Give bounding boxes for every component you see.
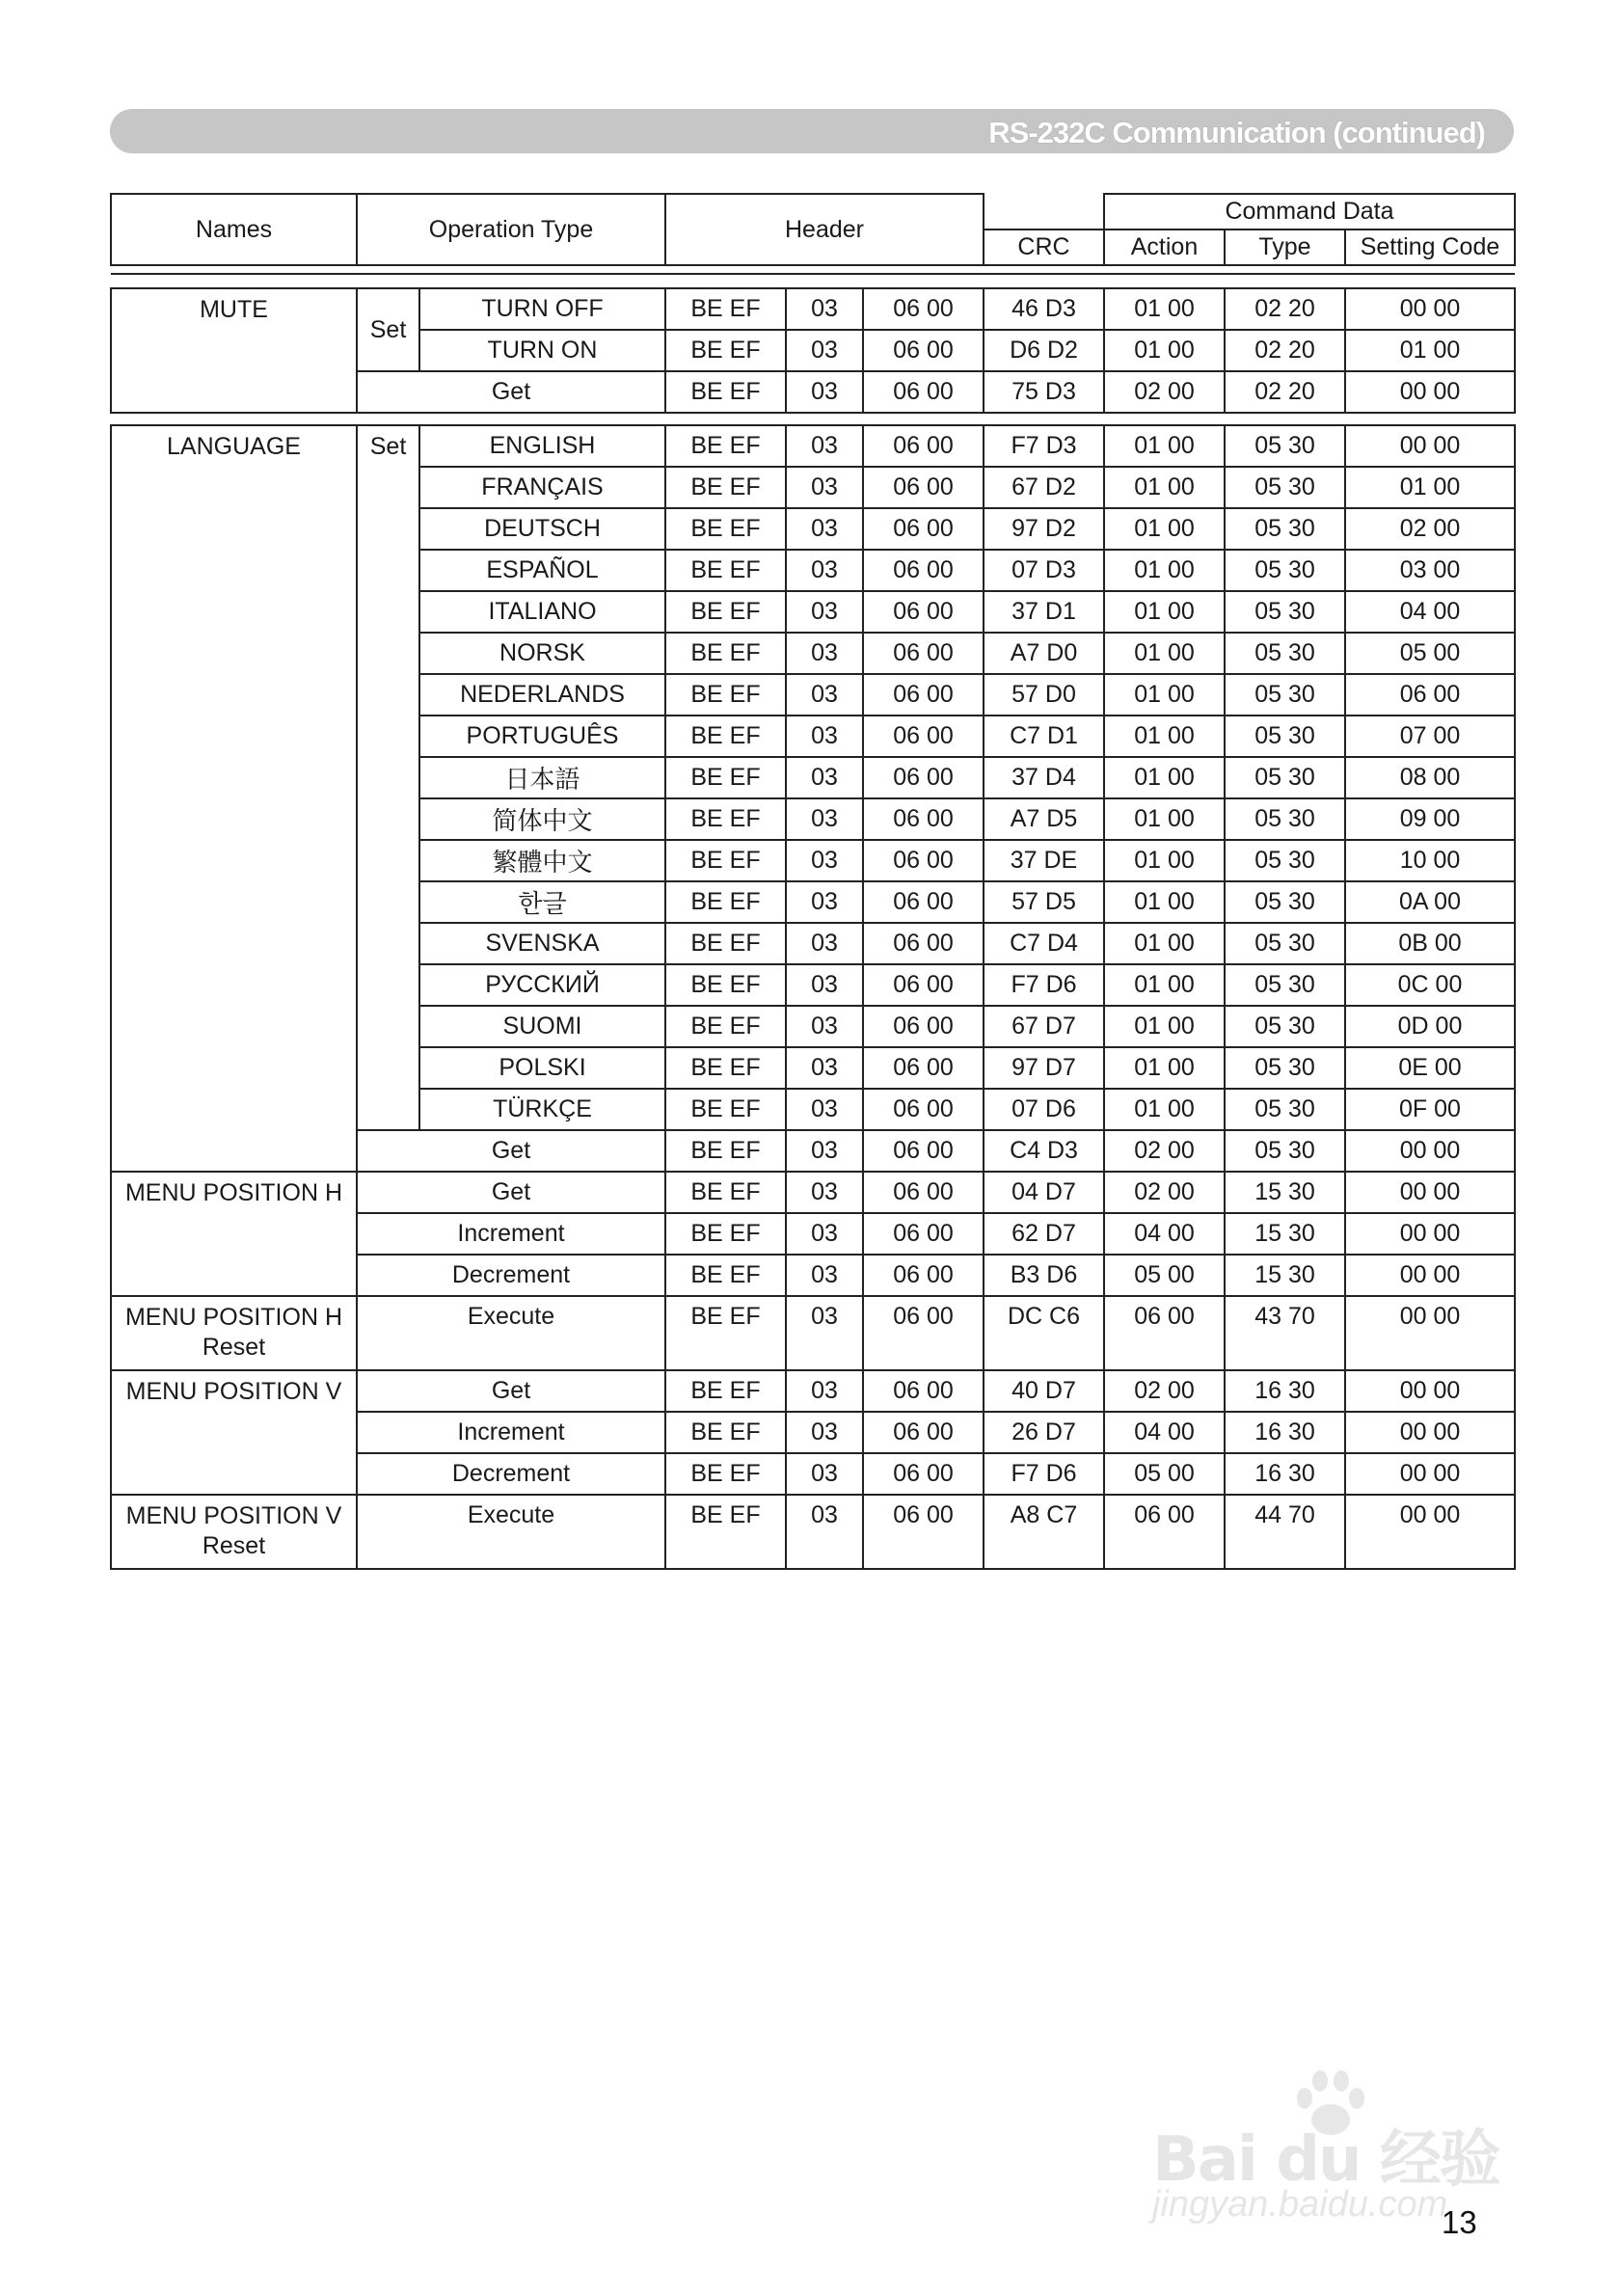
- type-cell: 15 30: [1225, 1213, 1345, 1255]
- operation-cell: SVENSKA: [419, 923, 665, 964]
- header-cell: 06 00: [863, 633, 984, 674]
- header-cell: 06 00: [863, 330, 984, 371]
- baidu-watermark: [1152, 2054, 1538, 2247]
- type-cell: 02 20: [1225, 330, 1345, 371]
- header-cell: BE EF: [665, 1495, 786, 1569]
- header-cell: 06 00: [863, 371, 984, 413]
- page-number: 13: [1442, 2204, 1477, 2240]
- header-cell: 03: [786, 1130, 863, 1172]
- set-label: Set: [357, 425, 419, 1130]
- header-cell: BE EF: [665, 881, 786, 923]
- type-cell: 05 30: [1225, 1006, 1345, 1047]
- header-cell: 06 00: [863, 1089, 984, 1130]
- action-cell: 01 00: [1104, 467, 1225, 508]
- header-cell: 03: [786, 1412, 863, 1453]
- header-cell: 03: [786, 757, 863, 798]
- header-cell: 03: [786, 633, 863, 674]
- row-name-line: Reset: [202, 1532, 266, 1559]
- header-cell: BE EF: [665, 371, 786, 413]
- setting-code-cell: 05 00: [1345, 633, 1515, 674]
- col-crc: CRC: [984, 230, 1104, 265]
- operation-cell: PORTUGUÊS: [419, 716, 665, 757]
- type-cell: 43 70: [1225, 1296, 1345, 1370]
- action-cell: 02 00: [1104, 371, 1225, 413]
- crc-cell: A8 C7: [984, 1495, 1104, 1569]
- operation-cell: DEUTSCH: [419, 508, 665, 550]
- crc-cell: 07 D3: [984, 550, 1104, 591]
- crc-cell: C7 D4: [984, 923, 1104, 964]
- table-row: [111, 1296, 1515, 1370]
- action-cell: 01 00: [1104, 330, 1225, 371]
- row-name: MENU POSITION H: [111, 1172, 357, 1296]
- mute-table: [110, 287, 1516, 414]
- crc-cell: 04 D7: [984, 1172, 1104, 1213]
- row-name: MENU POSITION V: [111, 1370, 357, 1495]
- header-cell: 06 00: [863, 1255, 984, 1296]
- operation-cell: Get: [357, 1130, 665, 1172]
- action-cell: 02 00: [1104, 1370, 1225, 1412]
- header-cell: 03: [786, 288, 863, 330]
- watermark-url: jingyan.baidu.com: [1152, 2184, 1448, 2225]
- operation-cell: 繁體中文: [419, 840, 665, 881]
- header-cell: 06 00: [863, 1370, 984, 1412]
- header-cell: BE EF: [665, 1370, 786, 1412]
- operation-cell: SUOMI: [419, 1006, 665, 1047]
- crc-cell: F7 D3: [984, 425, 1104, 467]
- header-cell: 03: [786, 591, 863, 633]
- header-cell: 03: [786, 1370, 863, 1412]
- crc-cell: B3 D6: [984, 1255, 1104, 1296]
- type-cell: 16 30: [1225, 1412, 1345, 1453]
- action-cell: 01 00: [1104, 716, 1225, 757]
- header-cell: 06 00: [863, 674, 984, 716]
- setting-code-cell: 00 00: [1345, 1130, 1515, 1172]
- header-cell: 06 00: [863, 425, 984, 467]
- setting-code-cell: 10 00: [1345, 840, 1515, 881]
- operation-cell: Increment: [357, 1213, 665, 1255]
- crc-cell: 62 D7: [984, 1213, 1104, 1255]
- action-cell: 01 00: [1104, 840, 1225, 881]
- crc-cell: 97 D7: [984, 1047, 1104, 1089]
- col-command-data: Command Data: [1104, 194, 1515, 230]
- crc-cell: 37 DE: [984, 840, 1104, 881]
- header-cell: 06 00: [863, 1495, 984, 1569]
- header-cell: BE EF: [665, 1255, 786, 1296]
- crc-cell: 57 D5: [984, 881, 1104, 923]
- type-cell: 05 30: [1225, 716, 1345, 757]
- operation-cell: Get: [357, 1370, 665, 1412]
- header-cell: 06 00: [863, 757, 984, 798]
- header-cell: BE EF: [665, 840, 786, 881]
- crc-cell: 67 D2: [984, 467, 1104, 508]
- operation-cell: 日本語: [419, 757, 665, 798]
- crc-cell: F7 D6: [984, 964, 1104, 1006]
- header-cell: 03: [786, 1089, 863, 1130]
- header-cell: 06 00: [863, 591, 984, 633]
- action-cell: 02 00: [1104, 1130, 1225, 1172]
- setting-code-cell: 00 00: [1345, 1453, 1515, 1495]
- header-cell: BE EF: [665, 1412, 786, 1453]
- action-cell: 01 00: [1104, 964, 1225, 1006]
- setting-code-cell: 01 00: [1345, 330, 1515, 371]
- operation-cell: Decrement: [357, 1255, 665, 1296]
- header-cell: 03: [786, 881, 863, 923]
- watermark-brand: Bai du 经验: [1152, 2124, 1499, 2196]
- header-cell: BE EF: [665, 674, 786, 716]
- action-cell: 02 00: [1104, 1172, 1225, 1213]
- setting-code-cell: 00 00: [1345, 371, 1515, 413]
- header-cell: BE EF: [665, 757, 786, 798]
- action-cell: 06 00: [1104, 1296, 1225, 1370]
- crc-cell: 57 D0: [984, 674, 1104, 716]
- header-cell: 06 00: [863, 288, 984, 330]
- setting-code-cell: 00 00: [1345, 1296, 1515, 1370]
- action-cell: 05 00: [1104, 1255, 1225, 1296]
- type-cell: 02 20: [1225, 371, 1345, 413]
- type-cell: 05 30: [1225, 467, 1345, 508]
- action-cell: 01 00: [1104, 425, 1225, 467]
- header-cell: 03: [786, 371, 863, 413]
- action-cell: 01 00: [1104, 923, 1225, 964]
- action-cell: 01 00: [1104, 1006, 1225, 1047]
- type-cell: 05 30: [1225, 964, 1345, 1006]
- setting-code-cell: 08 00: [1345, 757, 1515, 798]
- action-cell: 01 00: [1104, 288, 1225, 330]
- header-cell: 03: [786, 467, 863, 508]
- header-cell: BE EF: [665, 633, 786, 674]
- setting-code-cell: 0B 00: [1345, 923, 1515, 964]
- header-cell: BE EF: [665, 591, 786, 633]
- header-cell: BE EF: [665, 425, 786, 467]
- table-row: [111, 425, 1515, 467]
- header-cell: 06 00: [863, 798, 984, 840]
- language-menu-table: [110, 424, 1516, 1570]
- row-name-line: Reset: [202, 1334, 266, 1361]
- crc-cell: 46 D3: [984, 288, 1104, 330]
- header-cell: 06 00: [863, 1412, 984, 1453]
- operation-cell: ITALIANO: [419, 591, 665, 633]
- setting-code-cell: 00 00: [1345, 288, 1515, 330]
- header-cell: 03: [786, 798, 863, 840]
- header-cell: BE EF: [665, 550, 786, 591]
- header-cell: 03: [786, 1255, 863, 1296]
- operation-cell: TURN ON: [419, 330, 665, 371]
- action-cell: 01 00: [1104, 1089, 1225, 1130]
- operation-cell: Get: [357, 1172, 665, 1213]
- col-type: Type: [1225, 230, 1345, 265]
- header-cell: BE EF: [665, 1130, 786, 1172]
- operation-cell: TÜRKÇE: [419, 1089, 665, 1130]
- header-cell: 06 00: [863, 716, 984, 757]
- operation-cell: Get: [357, 371, 665, 413]
- type-cell: 05 30: [1225, 798, 1345, 840]
- type-cell: 05 30: [1225, 923, 1345, 964]
- operation-cell: 简体中文: [419, 798, 665, 840]
- crc-cell: A7 D0: [984, 633, 1104, 674]
- operation-cell: NORSK: [419, 633, 665, 674]
- table-row: [111, 288, 1515, 330]
- type-cell: 15 30: [1225, 1255, 1345, 1296]
- type-cell: 02 20: [1225, 288, 1345, 330]
- setting-code-cell: 03 00: [1345, 550, 1515, 591]
- header-cell: 06 00: [863, 1213, 984, 1255]
- operation-cell: Decrement: [357, 1453, 665, 1495]
- operation-cell: NEDERLANDS: [419, 674, 665, 716]
- section-title: RS-232C Communication (continued): [988, 116, 1485, 149]
- header-cell: 06 00: [863, 840, 984, 881]
- crc-cell: 40 D7: [984, 1370, 1104, 1412]
- type-cell: 05 30: [1225, 425, 1345, 467]
- crc-cell: 26 D7: [984, 1412, 1104, 1453]
- action-cell: 01 00: [1104, 633, 1225, 674]
- operation-cell: РУССКИЙ: [419, 964, 665, 1006]
- operation-cell: TURN OFF: [419, 288, 665, 330]
- crc-cell: 75 D3: [984, 371, 1104, 413]
- header-cell: 03: [786, 923, 863, 964]
- table-row: [111, 1172, 1515, 1213]
- crc-cell: A7 D5: [984, 798, 1104, 840]
- setting-code-cell: 00 00: [1345, 1255, 1515, 1296]
- operation-cell: ENGLISH: [419, 425, 665, 467]
- crc-cell: DC C6: [984, 1296, 1104, 1370]
- col-names: Names: [111, 194, 357, 265]
- set-label: Set: [357, 288, 419, 371]
- header-cell: 03: [786, 840, 863, 881]
- col-action: Action: [1104, 230, 1225, 265]
- setting-code-cell: 00 00: [1345, 1370, 1515, 1412]
- setting-code-cell: 0F 00: [1345, 1089, 1515, 1130]
- col-operation-type: Operation Type: [357, 194, 665, 265]
- type-cell: 05 30: [1225, 1089, 1345, 1130]
- setting-code-cell: 00 00: [1345, 1172, 1515, 1213]
- header-cell: 06 00: [863, 1296, 984, 1370]
- header-cell: 03: [786, 674, 863, 716]
- type-cell: 05 30: [1225, 591, 1345, 633]
- header-cell: 03: [786, 1495, 863, 1569]
- setting-code-cell: 06 00: [1345, 674, 1515, 716]
- type-cell: 16 30: [1225, 1453, 1345, 1495]
- setting-code-cell: 00 00: [1345, 1495, 1515, 1569]
- type-cell: 05 30: [1225, 674, 1345, 716]
- crc-cell: F7 D6: [984, 1453, 1104, 1495]
- header-cell: BE EF: [665, 1047, 786, 1089]
- header-cell: 06 00: [863, 923, 984, 964]
- table-row: [111, 1495, 1515, 1569]
- header-cell: 06 00: [863, 1130, 984, 1172]
- row-name: [111, 1495, 357, 1569]
- header-cell: BE EF: [665, 467, 786, 508]
- action-cell: 01 00: [1104, 674, 1225, 716]
- crc-cell: 07 D6: [984, 1089, 1104, 1130]
- action-cell: 01 00: [1104, 508, 1225, 550]
- header-cell: 06 00: [863, 550, 984, 591]
- header-cell: 06 00: [863, 508, 984, 550]
- type-cell: 05 30: [1225, 508, 1345, 550]
- crc-cell: 97 D2: [984, 508, 1104, 550]
- header-cell: BE EF: [665, 798, 786, 840]
- type-cell: 05 30: [1225, 757, 1345, 798]
- header-cell: 03: [786, 1047, 863, 1089]
- type-cell: 16 30: [1225, 1370, 1345, 1412]
- header-cell: 06 00: [863, 1453, 984, 1495]
- header-cell: 03: [786, 1172, 863, 1213]
- operation-cell: POLSKI: [419, 1047, 665, 1089]
- col-setting-code: Setting Code: [1345, 230, 1515, 265]
- header-cell: BE EF: [665, 1453, 786, 1495]
- crc-cell: 37 D4: [984, 757, 1104, 798]
- setting-code-cell: 02 00: [1345, 508, 1515, 550]
- section-title-bar: [110, 109, 1514, 153]
- setting-code-cell: 0A 00: [1345, 881, 1515, 923]
- col-header: Header: [665, 194, 984, 265]
- action-cell: 05 00: [1104, 1453, 1225, 1495]
- type-cell: 05 30: [1225, 881, 1345, 923]
- operation-cell: ESPAÑOL: [419, 550, 665, 591]
- type-cell: 05 30: [1225, 840, 1345, 881]
- action-cell: 01 00: [1104, 550, 1225, 591]
- table-row: [111, 1370, 1515, 1412]
- action-cell: 01 00: [1104, 798, 1225, 840]
- setting-code-cell: 01 00: [1345, 467, 1515, 508]
- header-cell: 03: [786, 1453, 863, 1495]
- setting-code-cell: 0E 00: [1345, 1047, 1515, 1089]
- row-name-line: MENU POSITION H: [124, 1304, 342, 1331]
- header-cell: BE EF: [665, 1089, 786, 1130]
- type-cell: 44 70: [1225, 1495, 1345, 1569]
- header-cell: 03: [786, 330, 863, 371]
- type-cell: 05 30: [1225, 550, 1345, 591]
- setting-code-cell: 0C 00: [1345, 964, 1515, 1006]
- operation-cell: 한글: [419, 881, 665, 923]
- header-cell: BE EF: [665, 1172, 786, 1213]
- header-cell: 03: [786, 1006, 863, 1047]
- header-cell: 06 00: [863, 964, 984, 1006]
- setting-code-cell: 09 00: [1345, 798, 1515, 840]
- header-cell: 06 00: [863, 467, 984, 508]
- setting-code-cell: 04 00: [1345, 591, 1515, 633]
- header-cell: BE EF: [665, 1213, 786, 1255]
- setting-code-cell: 00 00: [1345, 1213, 1515, 1255]
- operation-cell: Increment: [357, 1412, 665, 1453]
- header-cell: BE EF: [665, 1006, 786, 1047]
- header-cell: 03: [786, 964, 863, 1006]
- crc-cell: 67 D7: [984, 1006, 1104, 1047]
- crc-cell: D6 D2: [984, 330, 1104, 371]
- header-cell: BE EF: [665, 964, 786, 1006]
- type-cell: 05 30: [1225, 1130, 1345, 1172]
- operation-cell: FRANÇAIS: [419, 467, 665, 508]
- action-cell: 04 00: [1104, 1213, 1225, 1255]
- crc-cell: 37 D1: [984, 591, 1104, 633]
- operation-cell: Execute: [357, 1495, 665, 1569]
- action-cell: 04 00: [1104, 1412, 1225, 1453]
- crc-cell: C4 D3: [984, 1130, 1104, 1172]
- header-cell: 06 00: [863, 1006, 984, 1047]
- header-cell: 06 00: [863, 1172, 984, 1213]
- row-name-line: MENU POSITION V: [125, 1502, 342, 1529]
- action-cell: 01 00: [1104, 1047, 1225, 1089]
- type-cell: 05 30: [1225, 1047, 1345, 1089]
- type-cell: 15 30: [1225, 1172, 1345, 1213]
- setting-code-cell: 00 00: [1345, 425, 1515, 467]
- header-cell: 06 00: [863, 1047, 984, 1089]
- header-cell: 03: [786, 1213, 863, 1255]
- setting-code-cell: 07 00: [1345, 716, 1515, 757]
- action-cell: 01 00: [1104, 591, 1225, 633]
- row-name: MUTE: [111, 288, 357, 413]
- header-cell: 03: [786, 425, 863, 467]
- type-cell: 05 30: [1225, 633, 1345, 674]
- setting-code-cell: 00 00: [1345, 1412, 1515, 1453]
- header-cell: BE EF: [665, 508, 786, 550]
- header-cell: 03: [786, 716, 863, 757]
- header-cell: BE EF: [665, 923, 786, 964]
- action-cell: 01 00: [1104, 881, 1225, 923]
- header-cell: 03: [786, 1296, 863, 1370]
- header-cell: BE EF: [665, 716, 786, 757]
- header-cell: 03: [786, 550, 863, 591]
- row-name: [111, 1296, 357, 1370]
- header-cell: BE EF: [665, 1296, 786, 1370]
- action-cell: 01 00: [1104, 757, 1225, 798]
- row-name: LANGUAGE: [111, 425, 357, 1172]
- header-cell: BE EF: [665, 288, 786, 330]
- crc-cell: C7 D1: [984, 716, 1104, 757]
- action-cell: 06 00: [1104, 1495, 1225, 1569]
- header-cell: 03: [786, 508, 863, 550]
- header-cell: 06 00: [863, 881, 984, 923]
- header-cell: BE EF: [665, 330, 786, 371]
- column-header-table: [110, 193, 1516, 275]
- operation-cell: Execute: [357, 1296, 665, 1370]
- setting-code-cell: 0D 00: [1345, 1006, 1515, 1047]
